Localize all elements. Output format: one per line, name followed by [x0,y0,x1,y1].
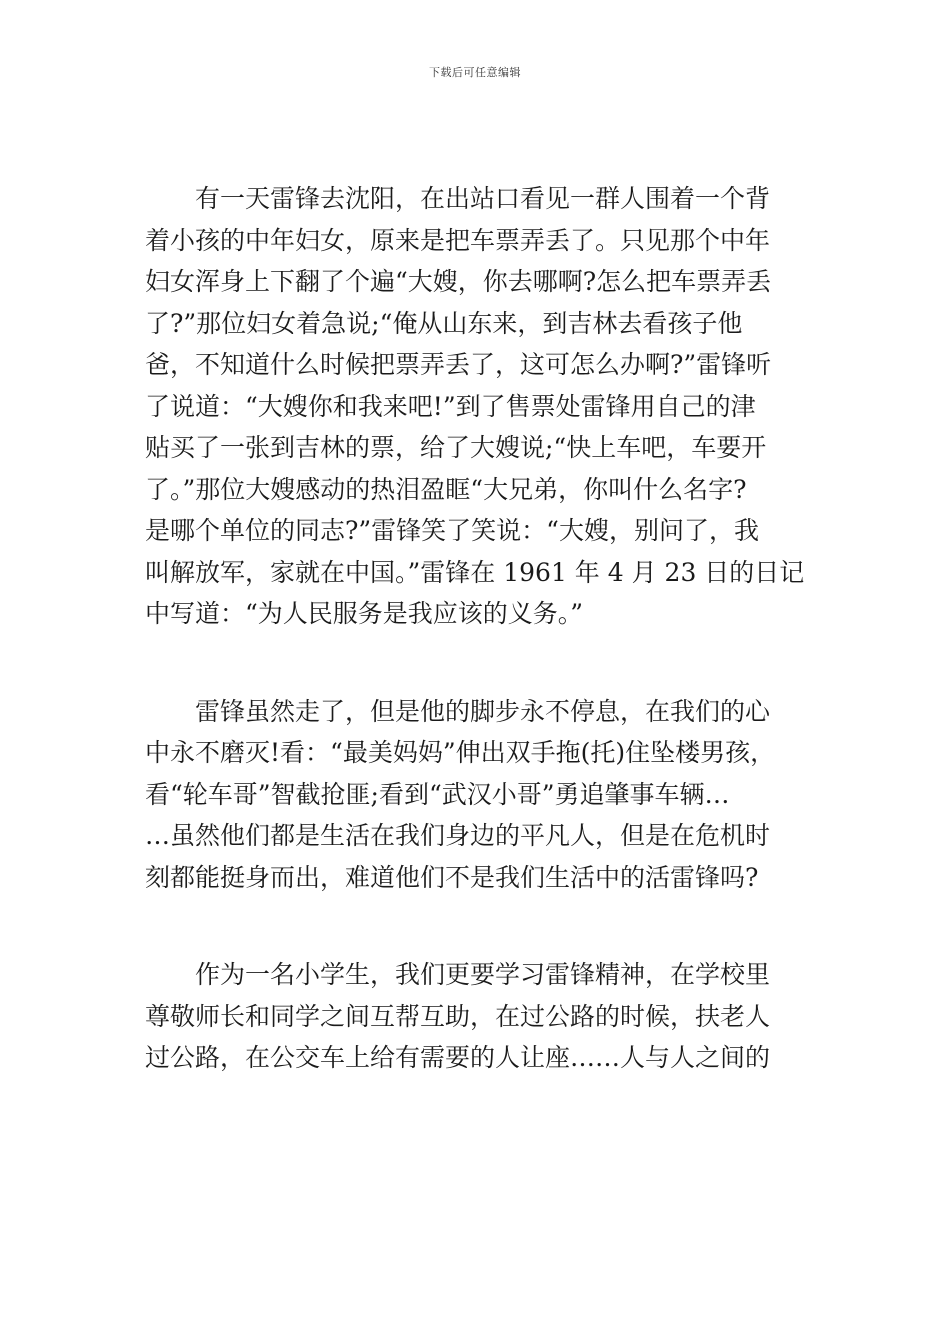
text-line: 着小孩的中年妇女，原来是把车票弄丢了。只见那个中年 [145,225,771,255]
text-line: 看“轮车哥”智截抢匪;看到“武汉小哥”勇追肇事车辆… [145,779,730,809]
text-line: 中写道：“为人民服务是我应该的义务。” [145,599,584,628]
text-line: 了?”那位妇女着急说;“俺从山东来，到吉林去看孩子他 [145,308,743,338]
document-body [145,178,810,1079]
text-line: 刻都能挺身而出，难道他们不是我们生活中的活雷锋吗? [145,862,759,892]
text-line: 叫解放军，家就在中国。”雷锋在 1961 年 4 月 23 日的日记 [145,557,805,587]
text-line: 了说道：“大嫂你和我来吧!”到了售票处雷锋用自己的津 [145,391,756,421]
text-line: 作为一名小学生，我们更要学习雷锋精神，在学校里 [145,960,771,989]
text-line: 了。”那位大嫂感动的热泪盈眶“大兄弟，你叫什么名字? [145,474,747,504]
text-line: 雷锋虽然走了，但是他的脚步永不停息，在我们的心 [145,696,771,726]
paragraph-spacer [145,635,810,691]
text-line: 过公路，在公交车上给有需要的人让座……人与人之间的 [145,1043,771,1072]
page-header: 下载后可任意编辑 [429,66,521,79]
paragraph-2 [145,691,810,899]
paragraph-spacer [145,898,810,954]
text-line: 尊敬师长和同学之间互帮互助，在过公路的时候，扶老人 [145,1001,771,1031]
paragraph-3 [145,954,810,1079]
text-line: 是哪个单位的同志?”雷锋笑了笑说：“大嫂，别问了，我 [145,516,759,545]
text-line: …虽然他们都是生活在我们身边的平凡人，但是在危机时 [145,821,771,850]
text-line: 爸，不知道什么时候把票弄丢了，这可怎么办啊?”雷锋听 [145,350,772,379]
text-line: 贴买了一张到吉林的票，给了大嫂说;“快上车吧，车要开 [145,433,767,462]
paragraph-1 [145,178,810,635]
text-line: 妇女浑身上下翻了个遍“大嫂，你去哪啊?怎么把车票弄丢 [145,267,772,296]
text-line: 有一天雷锋去沈阳，在出站口看见一群人围着一个背 [145,184,771,213]
text-line: 中永不磨灭!看：“最美妈妈”伸出双手拖(托)住坠楼男孩， [145,738,776,767]
